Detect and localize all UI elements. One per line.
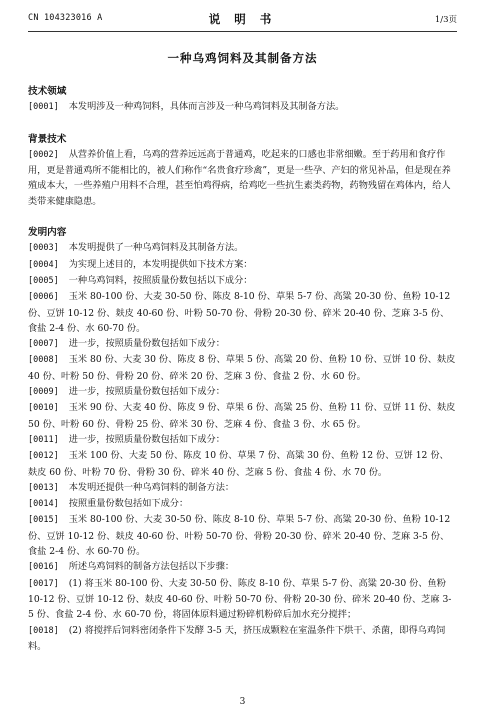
paragraph-number: [0017]	[28, 578, 59, 589]
paragraph-number: [0012]	[28, 451, 59, 462]
paragraph-text: 进一步，按照质量份数包括如下成分：	[68, 433, 225, 445]
paragraph	[28, 512, 457, 559]
paragraph-number: [0003]	[28, 243, 59, 254]
paragraph	[28, 147, 457, 209]
paragraph-number: [0002]	[28, 149, 59, 160]
page-header	[28, 12, 457, 28]
paragraph-number: [0001]	[28, 102, 59, 113]
paragraph-text: 玉米 80-100 份、大麦 30-50 份、陈皮 8-10 份、草果 5-7 份、高粱 20-30 份、鱼粉 10-12 份、豆饼 10-12 份、麸皮 40-60 份、叶粉 50-70 份、骨粉 20-30 份、碎米 20-40 份、芝麻 3-5 份、食盐 2-4 份、水 60-70 份。	[28, 291, 451, 334]
paragraph-number: [0013]	[28, 482, 59, 493]
paragraph	[28, 273, 457, 289]
paragraph-text: 进一步，按照质量份数包括如下成分：	[68, 386, 225, 398]
paragraph	[28, 432, 457, 448]
paragraph	[28, 257, 457, 273]
paragraph	[28, 289, 457, 336]
section-heading: 背景技术	[28, 133, 67, 145]
section-title: 说 明 书	[208, 12, 277, 26]
paragraph-text: 进一步，按照质量份数包括如下成分：	[68, 338, 225, 350]
document-body	[28, 84, 457, 654]
paragraph	[28, 384, 457, 400]
paragraph-number: [0005]	[28, 275, 59, 286]
paragraph-text: 玉米 90 份、大麦 40 份、陈皮 9 份、草果 6 份、高粱 25 份、鱼粉 11 份、豆饼 11 份、麸皮 50 份、叶粉 60 份、骨粉 25 份、碎米 30 份、芝麻 4 份、食盐 3 份、水 65 份。	[28, 402, 456, 430]
paragraph-number: [0007]	[28, 339, 59, 350]
paragraph	[28, 336, 457, 352]
paragraph	[28, 448, 457, 480]
paragraph-text: 玉米 80-100 份、大麦 30-50 份、陈皮 8-10 份、草果 5-7 份、高粱 20-30 份、鱼粉 10-12 份、豆饼 10-12 份、麸皮 40-60 份、叶粉 50-70 份、骨粉 20-30 份、碎米 20-40 份、芝麻 3-5 份、食盐 2-4 份、水 60-70 份。	[28, 514, 451, 558]
section-heading: 发明内容	[28, 227, 67, 239]
page-indicator: 1/3页	[434, 15, 457, 25]
paragraph-text: 从营养价值上看，乌鸡的营养远远高于普通鸡，吃起来的口感也非常细嫩。至于药用和食疗作用，更是普通鸡所不能相比的，被人们称作“名贵食疗珍禽”，更是一些孕、产妇的常见补品，但是现在养殖成本大，一些养殖户用料不合理，甚至怕鸡得病，给鸡吃一些抗生素类药物，药物残留在鸡体内，给人类带来健康隐患。	[28, 148, 451, 207]
section-heading: 技术领域	[28, 86, 67, 97]
paragraph-number: [0008]	[28, 355, 59, 366]
paragraph-text: 本发明涉及一种鸡饲料，具体而言涉及一种乌鸡饲料及其制备方法。	[68, 101, 345, 113]
paragraph	[28, 576, 457, 623]
paragraph-number: [0009]	[28, 387, 59, 398]
paragraph-number: [0015]	[28, 515, 59, 526]
paragraph-text: 本发明还提供一种乌鸡饲料的制备方法：	[68, 481, 235, 493]
paragraph	[28, 352, 457, 384]
paragraph-number: [0018]	[28, 625, 59, 636]
paragraph-number: [0006]	[28, 292, 59, 303]
paragraph-text: (2) 将搅拌后饲料密闭条件下发酵 3-5 天，挤压成颗粒在室温条件下烘干、杀菌，即得乌鸡饲料。	[28, 624, 446, 652]
header-rule	[28, 31, 457, 32]
paragraph	[28, 496, 457, 512]
paragraph-number: [0010]	[28, 403, 59, 414]
paragraph-number: [0011]	[28, 434, 59, 445]
paragraph-text: 为实现上述目的，本发明提供如下技术方案：	[68, 258, 253, 270]
paragraph-text: 本发明提供了一种乌鸡饲料及其制备方法。	[68, 242, 244, 254]
page-number: 3	[239, 697, 246, 707]
paragraph-number: [0014]	[28, 499, 59, 510]
paragraph-number: [0016]	[28, 562, 59, 573]
paragraph-text: 一种乌鸡饲料，按照质量份数包括以下成分：	[68, 274, 253, 286]
paragraph-text: 所述乌鸡饲料的制备方法包括以下步骤：	[68, 561, 235, 573]
paragraph-text: (1) 将玉米 80-100 份、大麦 30-50 份、陈皮 8-10 份、草果 5-7 份、高粱 20-30 份、鱼粉 10-12 份、豆饼 10-12 份、麸皮 40-60 份、叶粉 50-70 份、骨粉 20-30 份、碎米 20-40 份、芝麻 3-5 份、食盐 2-4 份、水 60-70 份，将固体原料通过粉碎机粉碎后加水充分搅拌；	[28, 577, 452, 621]
paragraph-text: 玉米 100 份、大麦 50 份、陈皮 10 份、草果 7 份、高粱 30 份、鱼粉 12 份、豆饼 12 份、麸皮 60 份、叶粉 70 份、骨粉 30 份、碎米 40 份、芝麻 5 份、食盐 4 份、水 70 份。	[28, 450, 449, 478]
paragraph	[28, 623, 457, 655]
document-title: 一种乌鸡饲料及其制备方法	[167, 51, 318, 65]
paragraph	[28, 400, 457, 432]
paragraph	[28, 480, 457, 496]
paragraph	[28, 559, 457, 575]
paragraph	[28, 240, 457, 256]
paragraph-text: 按照重量份数包括如下成分：	[68, 498, 189, 510]
paragraph	[28, 99, 457, 115]
paragraph-text: 玉米 80 份、大麦 30 份、陈皮 8 份、草果 5 份、高粱 20 份、鱼粉 10 份、豆饼 10 份、麸皮 40 份、叶粉 50 份、骨粉 20 份、碎米 20 份、芝麻 3 份、食盐 2 份、水 60 份。	[28, 354, 456, 382]
paragraph-number: [0004]	[28, 259, 59, 270]
document-number: CN 104323016 A	[28, 13, 103, 23]
